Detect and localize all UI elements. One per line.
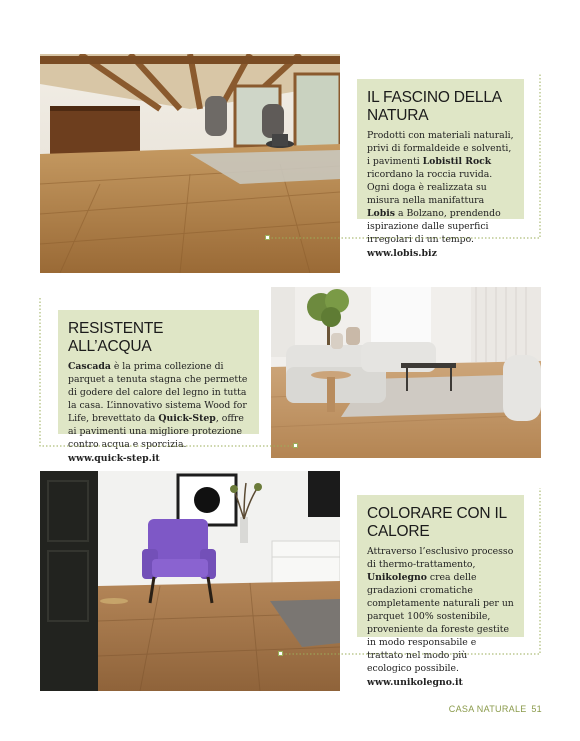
brand-name: Lobis <box>367 208 396 219</box>
photo-attic-oak-floor <box>40 54 340 273</box>
brand-name: Quick-Step <box>158 413 216 424</box>
frame-marker <box>278 651 283 656</box>
page-number: 51 <box>531 704 542 714</box>
article-body: Attraverso l’esclusivo processo di thermo-trattamento, Unikolegno crea delle gradazioni cromatiche completamente naturali per un parquet 100% sostenibile, proveniente da foreste gestite in modo responsabile e trattato nel modo più ecologico possibile. www.unikolegno.it <box>367 546 514 688</box>
article-body: Cascada è la prima collezione di parquet a tenuta stagna che permette di godere del calore del legno in tutta la casa. L’innovativo sistema Wood for Life, brevettato da Quick-Step, offre ai pavimenti una migliore protezione contro acqua e sporcizia. www.quick-step.it <box>68 361 248 464</box>
brand-name: Unikolegno <box>367 572 427 583</box>
article-body: Prodotti con materiali naturali, privi di formaldeide e solventi, i pavimenti Lobistil Rock ricordano la roccia ruvida. Ogni doga è realizzata su misura nella manifattura Lobis a Bolzano, prendendo ispirazione dalle superfici irregolari di un tempo. www.lobis.biz <box>367 130 514 259</box>
article-card-lobis <box>357 79 524 259</box>
article-title: RESISTENTE ALL’ACQUA <box>68 320 164 355</box>
article-link[interactable]: www.lobis.biz <box>367 248 437 259</box>
photo-purple-armchair <box>40 471 340 691</box>
article-title: IL FASCINO DELLA NATURA <box>367 89 502 124</box>
brand-name: Lobistil Rock <box>422 156 492 167</box>
article-link[interactable]: www.quick-step.it <box>68 453 160 464</box>
magazine-name: CASA NATURALE <box>448 704 527 714</box>
article-link[interactable]: www.unikolegno.it <box>367 677 463 688</box>
frame-marker <box>293 443 298 448</box>
article-card-unikolegno <box>357 495 524 688</box>
article-card-quick-step <box>58 310 259 464</box>
page-footer <box>449 704 542 714</box>
article-title: COLORARE CON IL CALORE <box>367 505 507 540</box>
photo-living-room-sofa <box>271 287 541 458</box>
brand-name: Cascada <box>68 361 111 372</box>
frame-marker <box>265 235 270 240</box>
